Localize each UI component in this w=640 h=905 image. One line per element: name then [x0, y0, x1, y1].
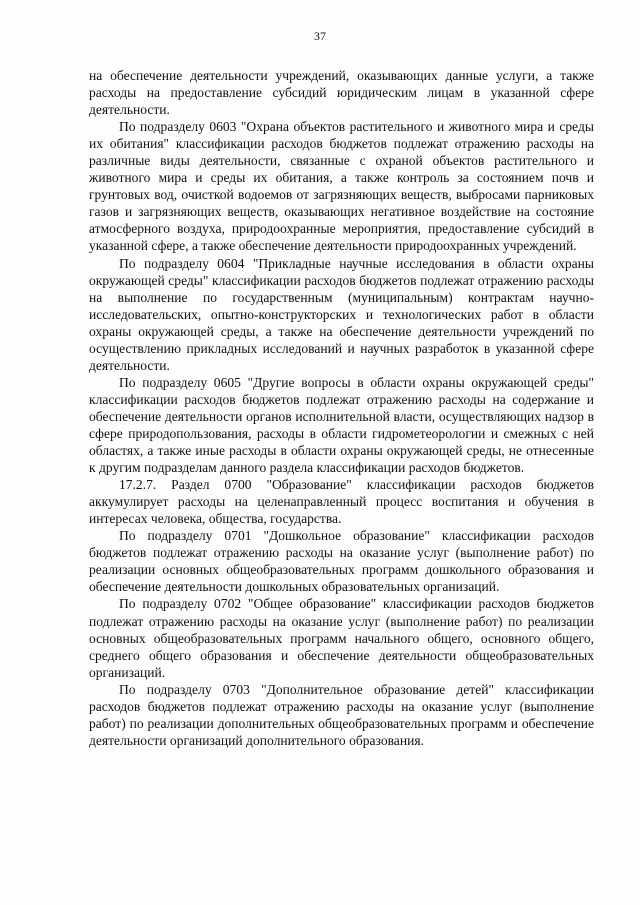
paragraph-0604: По подразделу 0604 "Прикладные научные исследования в области охраны окружающей среды" классификации расходов бюджетов подлежат отражению расходы на выполнение по государственным (муниципальным) контрактам научно-исследовательских, опытно-конструкторских и технологических работ в области охраны окружающей среды, а также на обеспечение деятельности учреждений по осуществлению прикладных исследований и научных разработок в указанной сфере деятельности. — [89, 255, 594, 373]
paragraph-0603: По подразделу 0603 "Охрана объектов растительного и животного мира и среды их обитания" классификации расходов бюджетов подлежат отражению расходы на различные виды деятельности, связанные с охраной объектов растительного и животного мира и среды их обитания, а также контроль за состоянием почв и грунтовых вод, очисткой водоемов от загрязняющих веществ, выбросами парниковых газов и загрязняющих веществ, оказывающих негативное воздействие на состояние атмосферного воздуха, природоохранные мероприятия, предоставление субсидий в указанной сфере, а также обеспечение деятельности природоохранных учреждений. — [89, 119, 594, 254]
paragraph-0605: По подразделу 0605 "Другие вопросы в области охраны окружающей среды" классификации расходов бюджетов подлежат отражению расходы на содержание и обеспечение деятельности органов исполнительной власти, осуществляющих надзор в сфере природопользования, расходы в области гидрометеорологии и смежных с ней областях, а также иные расходы в области охраны окружающей среды, не отнесенные к другим подразделам данного раздела классификации расходов бюджетов. — [89, 374, 594, 476]
paragraph-0703: По подразделу 0703 "Дополнительное образование детей" классификации расходов бюджетов подлежат отражению расходы на оказание услуг (выполнение работ) по реализации дополнительных общеобразовательных программ и обеспечение деятельности организаций дополнительного образования. — [89, 681, 594, 748]
paragraph-section-0700: 17.2.7. Раздел 0700 "Образование" классификации расходов бюджетов аккумулирует расходы на целенаправленный процесс воспитания и обучения в интересах человека, общества, государства. — [89, 477, 594, 527]
document-body — [89, 67, 594, 749]
page-number: 37 — [314, 29, 326, 43]
paragraph-0701: По подразделу 0701 "Дошкольное образование" классификации расходов бюджетов подлежат отражению расходы на оказание услуг (выполнение работ) по реализации основных общеобразовательных программ дошкольного образования и обеспечение деятельности дошкольных образовательных организаций. — [89, 528, 594, 595]
paragraph-0702: По подразделу 0702 "Общее образование" классификации расходов бюджетов подлежат отражению расходы на оказание услуг (выполнение работ) по реализации основных общеобразовательных программ начального общего, основного общего, среднего общего образования и обеспечение деятельности общеобразовательных организаций. — [89, 596, 594, 680]
paragraph-continuation: на обеспечение деятельности учреждений, оказывающих данные услуги, а также расходы на предоставление субсидий юридическим лицам в указанной сфере деятельности. — [89, 68, 594, 118]
